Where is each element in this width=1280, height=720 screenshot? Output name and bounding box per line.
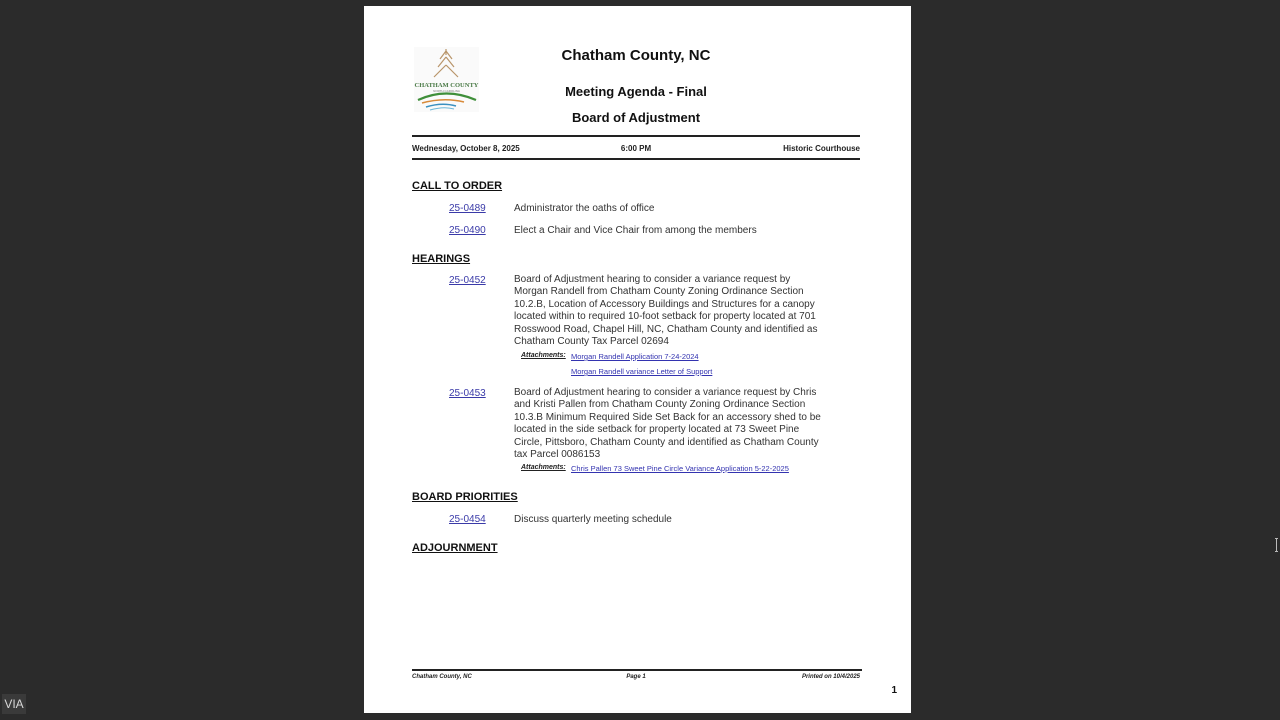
attachment-link[interactable]: Chris Pallen 73 Sweet Pine Circle Variance Application 5-22-2025 — [571, 464, 789, 473]
footer-divider — [412, 669, 862, 671]
section-hearings: HEARINGS — [412, 253, 471, 265]
document-page — [364, 6, 911, 713]
section-call-to-order: CALL TO ORDER — [412, 180, 503, 192]
board-title: Board of Adjustment — [571, 110, 701, 125]
agenda-item-link[interactable]: 25-0453 — [449, 388, 486, 399]
org-title: Chatham County, NC — [561, 47, 711, 64]
footer-page: Page 1 — [626, 674, 646, 680]
attachments-label: Attachments: — [521, 464, 566, 471]
section-board-priorities: BOARD PRIORITIES — [412, 491, 518, 503]
agenda-item-text: Discuss quarterly meeting schedule — [514, 514, 672, 525]
section-adjournment: ADJOURNMENT — [412, 542, 498, 554]
agenda-item-text: Administrator the oaths of office — [514, 203, 655, 214]
agenda-item-text: Board of Adjustment hearing to consider a variance request by Chris and Kristi Pallen from Chatham County Zoning Ordinance Section 10.3.B Minimum Required Side Set Back for an accessory shed to be located in the side setback for property located at 73 Sweet Pine Circle, Pittsboro, Chatham County and identified as Chatham County tax Parcel 0086153 — [514, 387, 821, 461]
agenda-item-link[interactable]: 25-0490 — [449, 225, 486, 236]
header-divider-bottom — [412, 158, 860, 160]
page-number: 1 — [891, 685, 897, 696]
meeting-time: 6:00 PM — [620, 144, 652, 153]
attachment-link[interactable]: Morgan Randell Application 7-24-2024 — [571, 352, 699, 361]
attachment-link[interactable]: Morgan Randell variance Letter of Support — [571, 367, 713, 376]
header-divider-top — [412, 135, 860, 137]
svg-text:NORTH CAROLINA: NORTH CAROLINA — [433, 89, 460, 93]
agenda-item-text: Elect a Chair and Vice Chair from among the members — [514, 225, 757, 236]
agenda-item-link[interactable]: 25-0452 — [449, 275, 486, 286]
document-title: Meeting Agenda - Final — [565, 84, 707, 99]
agenda-item-text: Board of Adjustment hearing to consider a variance request by Morgan Randell from Chatham County Zoning Ordinance Section 10.2.B, Location of Accessory Buildings and Structures for a canopy located within to required 10-foot setback for property located at 701 Rosswood Road, Chapel Hill, NC, Chatham County and identified as Chatham County Tax Parcel 02694 — [514, 274, 818, 348]
footer-org: Chatham County, NC — [412, 674, 472, 680]
meeting-location: Historic Courthouse — [783, 144, 860, 153]
attachments-label: Attachments: — [521, 352, 566, 359]
meeting-date: Wednesday, October 8, 2025 — [412, 144, 520, 153]
text-cursor-icon — [1275, 538, 1278, 552]
via-badge: VIA — [2, 694, 26, 714]
svg-text:CHATHAM COUNTY: CHATHAM COUNTY — [414, 82, 479, 89]
footer-printed-date: Printed on 10/4/2025 — [801, 674, 860, 680]
agenda-item-link[interactable]: 25-0454 — [449, 514, 486, 525]
agenda-item-link[interactable]: 25-0489 — [449, 203, 486, 214]
